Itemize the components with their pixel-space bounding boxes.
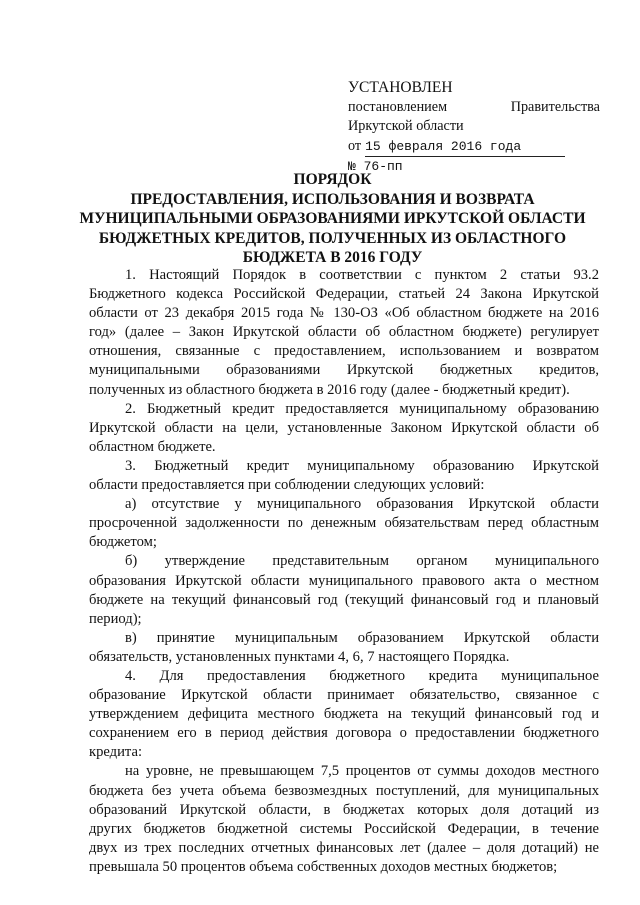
body-line: областном бюджете. bbox=[89, 438, 216, 455]
body-line: области от 23 декабря 2015 года № 130-ОЗ «Об областном бюджете на 2016 bbox=[89, 305, 599, 322]
approval-region: Иркутской области bbox=[348, 118, 464, 134]
approval-heading: УСТАНОВЛЕН bbox=[348, 79, 453, 96]
body-line: Иркутской области на цели, установленные Законом Иркутской области об bbox=[89, 419, 599, 436]
approval-number: № 76-пп bbox=[348, 159, 403, 174]
body-line: б) утверждение представительным органом муниципального bbox=[125, 553, 599, 570]
body-line: утверждением дефицита местного бюджета на текущий финансовый год и bbox=[89, 706, 599, 723]
title-line: БЮДЖЕТНЫХ КРЕДИТОВ, ПОЛУЧЕННЫХ ИЗ ОБЛАСТНОГО bbox=[98, 229, 567, 247]
body-line: бюджета без учета объема безвозмездных поступлений, для муниципальных bbox=[89, 782, 599, 799]
body-line: бюджете на текущий финансовый год (текущий финансовый год и плановый bbox=[89, 591, 599, 608]
approval-stamp bbox=[348, 78, 600, 177]
body-line: на уровне, не превышающем 7,5 процентов от суммы доходов местного bbox=[125, 763, 599, 780]
body-line: 2. Бюджетный кредит предоставляется муниципальному образованию bbox=[125, 400, 599, 417]
document-title bbox=[60, 170, 605, 268]
approval-from-label: от bbox=[348, 137, 362, 154]
body-line: области предоставляется при соблюдении следующих условий: bbox=[89, 477, 485, 494]
approval-date: 15 февраля 2016 года bbox=[365, 137, 565, 158]
body-line: полученных из областного бюджета в 2016 году (далее - бюджетный кредит). bbox=[89, 381, 570, 398]
body-line: бюджетом; bbox=[89, 534, 157, 551]
body-line: год» (далее – Закон Иркутской области об областном бюджете) регулирует bbox=[89, 324, 599, 341]
body-line: других бюджетов бюджетной системы Российской Федерации, в течение bbox=[89, 820, 599, 837]
approval-government-word: Правительства bbox=[510, 98, 600, 115]
body-line: образование Иркутской области принимает обязательство, связанное с bbox=[89, 687, 599, 704]
title-line: ПОРЯДОК bbox=[293, 171, 372, 188]
title-line: МУНИЦИПАЛЬНЫМИ ОБРАЗОВАНИЯМИ ИРКУТСКОЙ ОБЛАСТИ bbox=[79, 210, 586, 227]
body-line: превышала 50 процентов объема собственных доходов местных бюджетов; bbox=[89, 858, 558, 875]
approval-date-line bbox=[348, 137, 600, 158]
body-line: двух из трех последних отчетных финансовых лет (далее – доля дотаций) не bbox=[89, 839, 599, 856]
body-line: 3. Бюджетный кредит муниципальному образованию Иркутской bbox=[125, 457, 599, 474]
body-line: образования Иркутской области муниципального правового акта о местном bbox=[89, 572, 599, 589]
body-line: кредита: bbox=[89, 744, 142, 761]
approval-decree-line bbox=[348, 98, 600, 118]
body-line: Бюджетного кодекса Российской Федерации, статьей 24 Закона Иркутской bbox=[89, 286, 599, 303]
title-line: БЮДЖЕТА В 2016 ГОДУ bbox=[242, 249, 423, 266]
body-line: просроченной задолженности по денежным обязательствам перед областным bbox=[89, 515, 599, 532]
title-line: ПРЕДОСТАВЛЕНИЯ, ИСПОЛЬЗОВАНИЯ И ВОЗВРАТА bbox=[130, 190, 535, 208]
body-line: период); bbox=[89, 610, 142, 627]
body-line: муниципальными образованиями Иркутской бюджетных кредитов, bbox=[89, 362, 599, 379]
body-line: обязательств, установленных пунктами 4, 6, 7 настоящего Порядка. bbox=[89, 648, 510, 665]
body-line: 4. Для предоставления бюджетного кредита муниципальное bbox=[125, 667, 599, 684]
body-line: образований Иркутской области, в бюджетах которых доля дотаций из bbox=[89, 801, 599, 818]
body-line: сохранением его в период действия договора о предоставлении бюджетного bbox=[89, 725, 599, 742]
document-body bbox=[89, 266, 599, 877]
body-line: отношения, связанные с предоставлением, использованием и возвратом bbox=[89, 343, 599, 360]
body-line: 1. Настоящий Порядок в соответствии с пунктом 2 статьи 93.2 bbox=[125, 267, 599, 283]
body-line: а) отсутствие у муниципального образования Иркутской области bbox=[125, 496, 599, 513]
approval-decree-word: постановлением bbox=[348, 98, 448, 115]
body-line: в) принятие муниципальным образованием Иркутской области bbox=[125, 629, 599, 646]
